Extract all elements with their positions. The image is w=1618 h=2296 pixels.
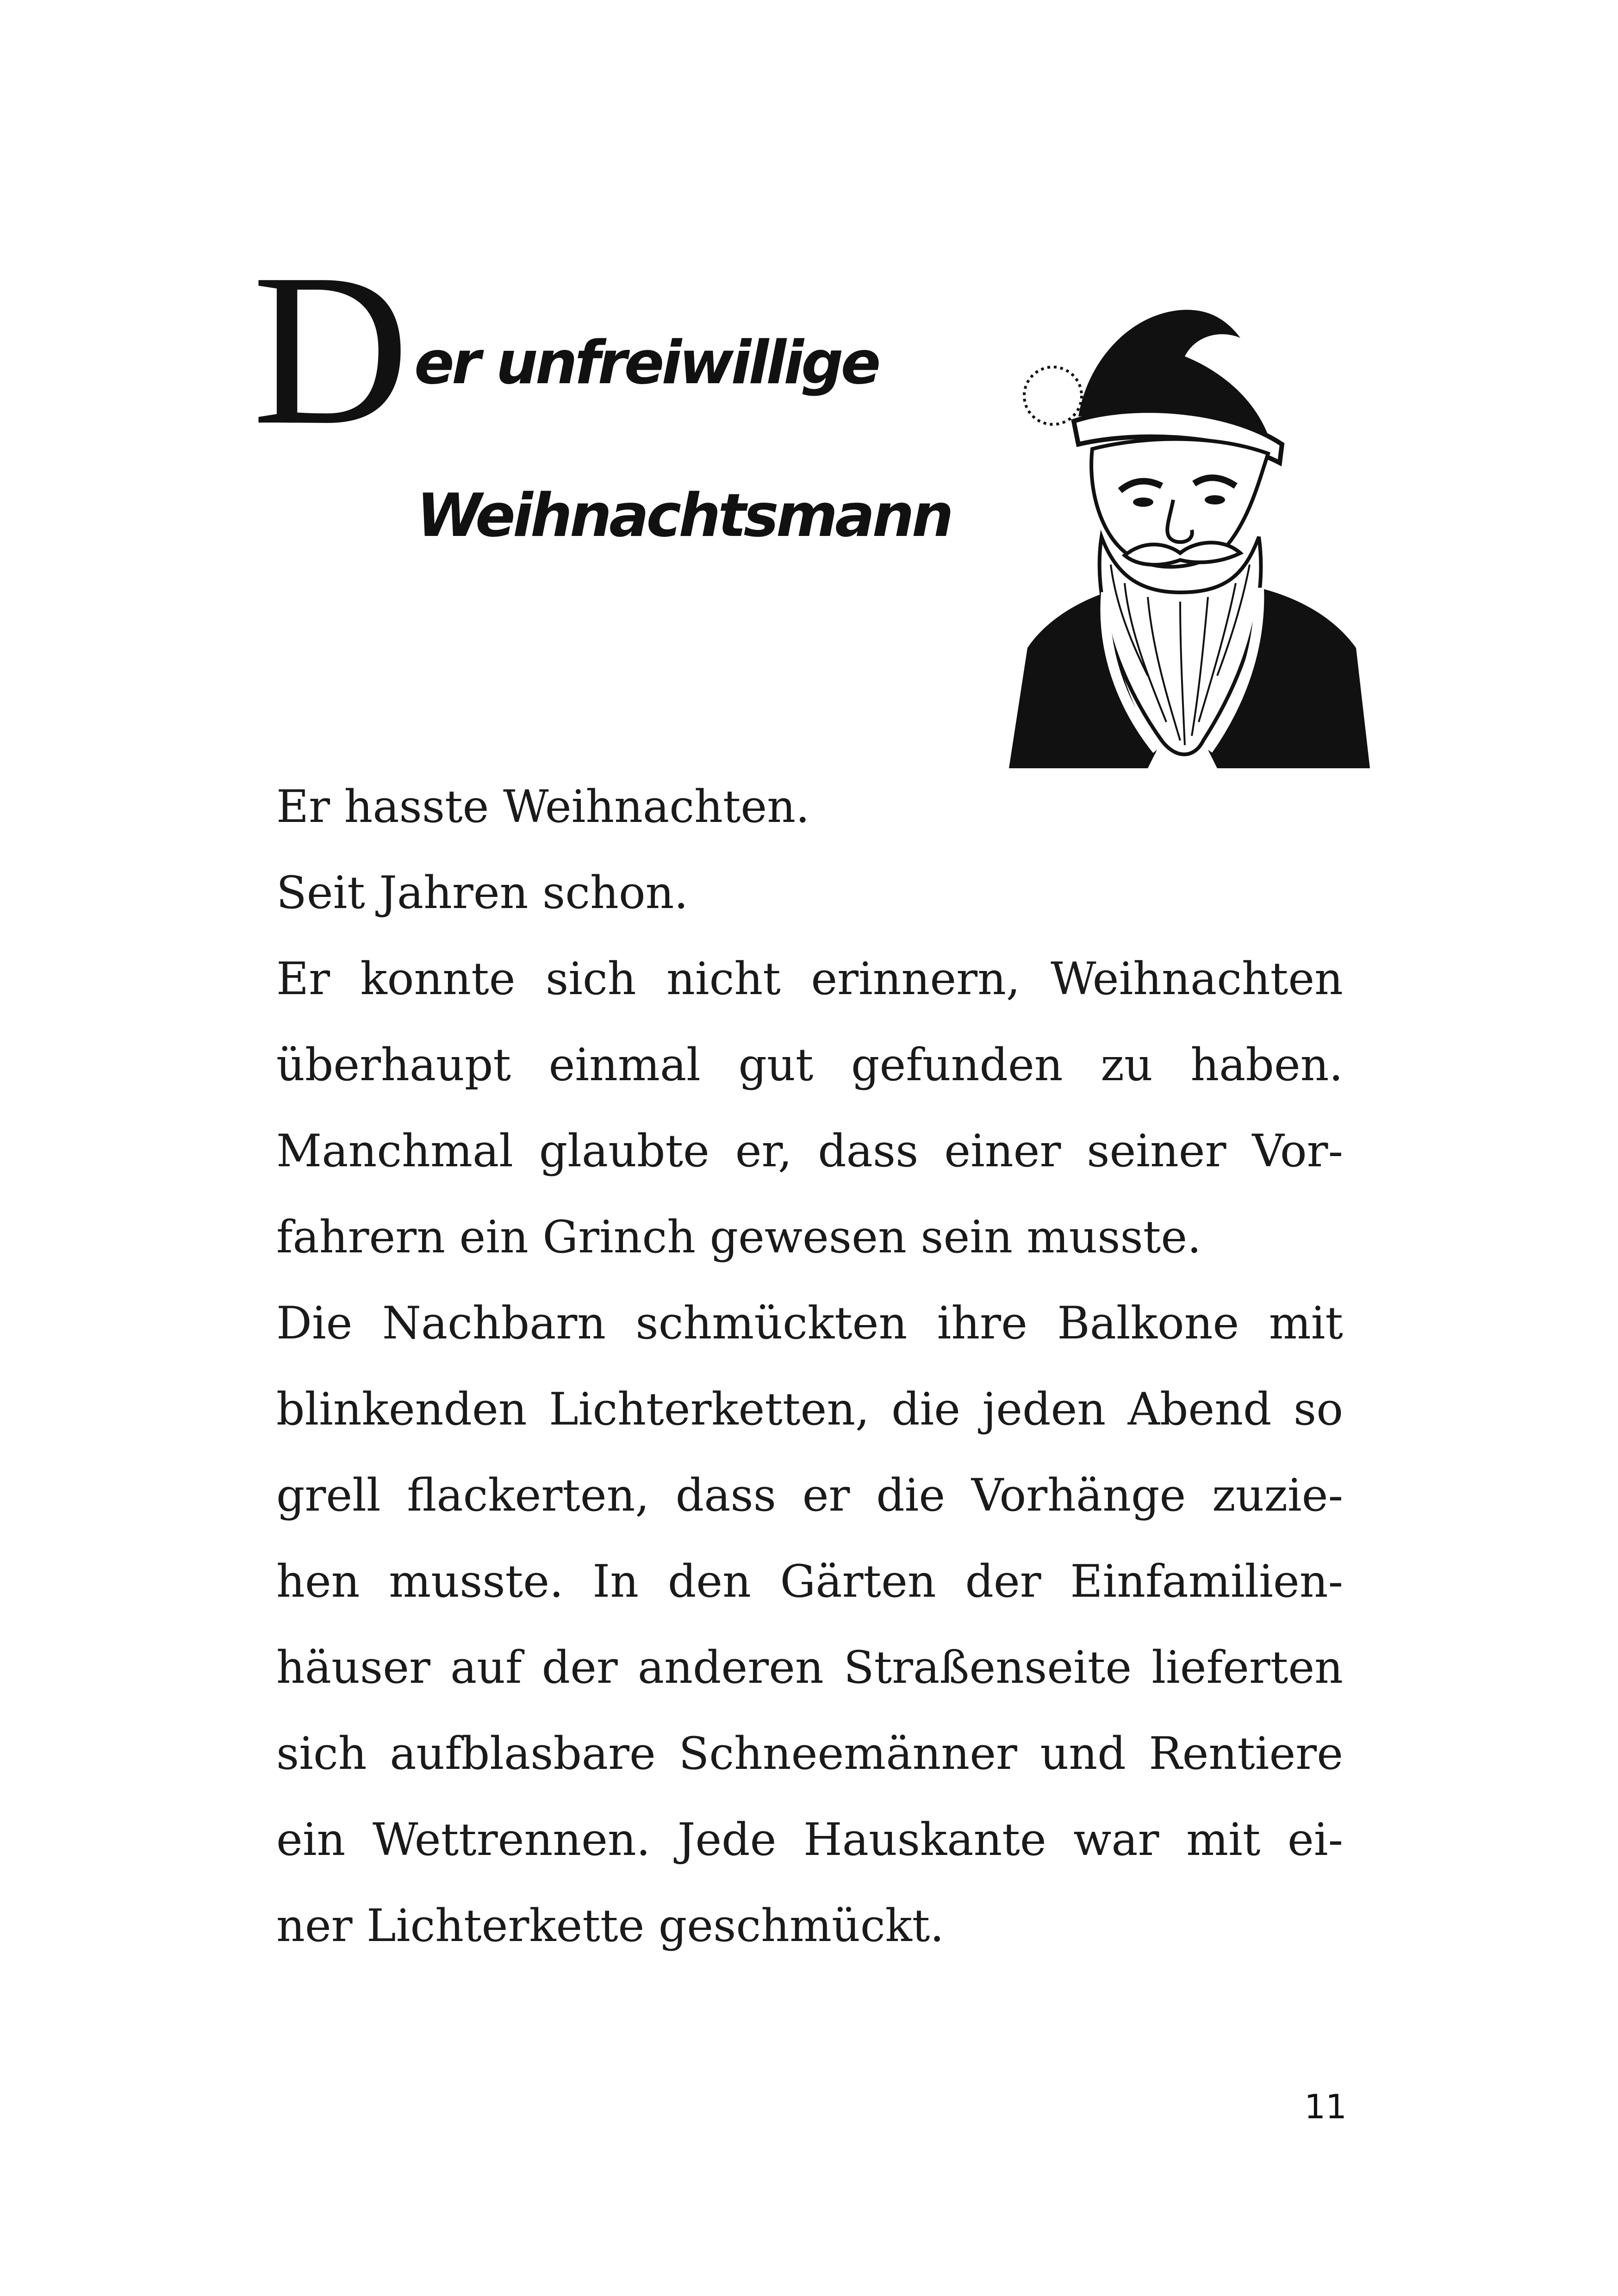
body-line: ner Lichterkette geschmückt. — [276, 1900, 944, 1952]
body-line: Er hasste Weihnachten. — [276, 781, 810, 833]
body-line: Er konnte sich nicht erinnern, Weihnachten — [276, 953, 1343, 1005]
body-line: blinkenden Lichterketten, die jeden Abend so — [276, 1383, 1343, 1435]
body-line: überhaupt einmal gut gefunden zu haben. — [276, 1039, 1343, 1091]
body-line: grell flackerten, dass er die Vorhänge zuzie- — [276, 1469, 1343, 1521]
body-line: sich aufblasbare Schneemänner und Rentiere — [276, 1728, 1343, 1780]
body-line: Die Nachbarn schmückten ihre Balkone mit — [276, 1297, 1343, 1349]
santa-claus-illustration — [1009, 296, 1370, 768]
chapter-title-line-2: Weihnachtsmann — [417, 481, 951, 550]
drop-cap: D — [252, 229, 410, 470]
body-line: hen musste. In den Gärten der Einfamilien- — [276, 1556, 1343, 1607]
body-line: fahrern ein Grinch gewesen sein musste. — [276, 1211, 1201, 1263]
page-number: 11 — [1304, 2087, 1347, 2126]
body-line: ein Wettrennen. Jede Hauskante war mit ei- — [276, 1814, 1343, 1866]
body-line: häuser auf der anderen Straßenseite lieferten — [276, 1642, 1343, 1693]
chapter-title-line-1: er unfreiwillige — [414, 329, 878, 398]
body-line: Seit Jahren schon. — [276, 867, 688, 919]
body-line: Manchmal glaubte er, dass einer seiner Vor- — [276, 1125, 1343, 1177]
body-text — [276, 764, 1343, 1969]
